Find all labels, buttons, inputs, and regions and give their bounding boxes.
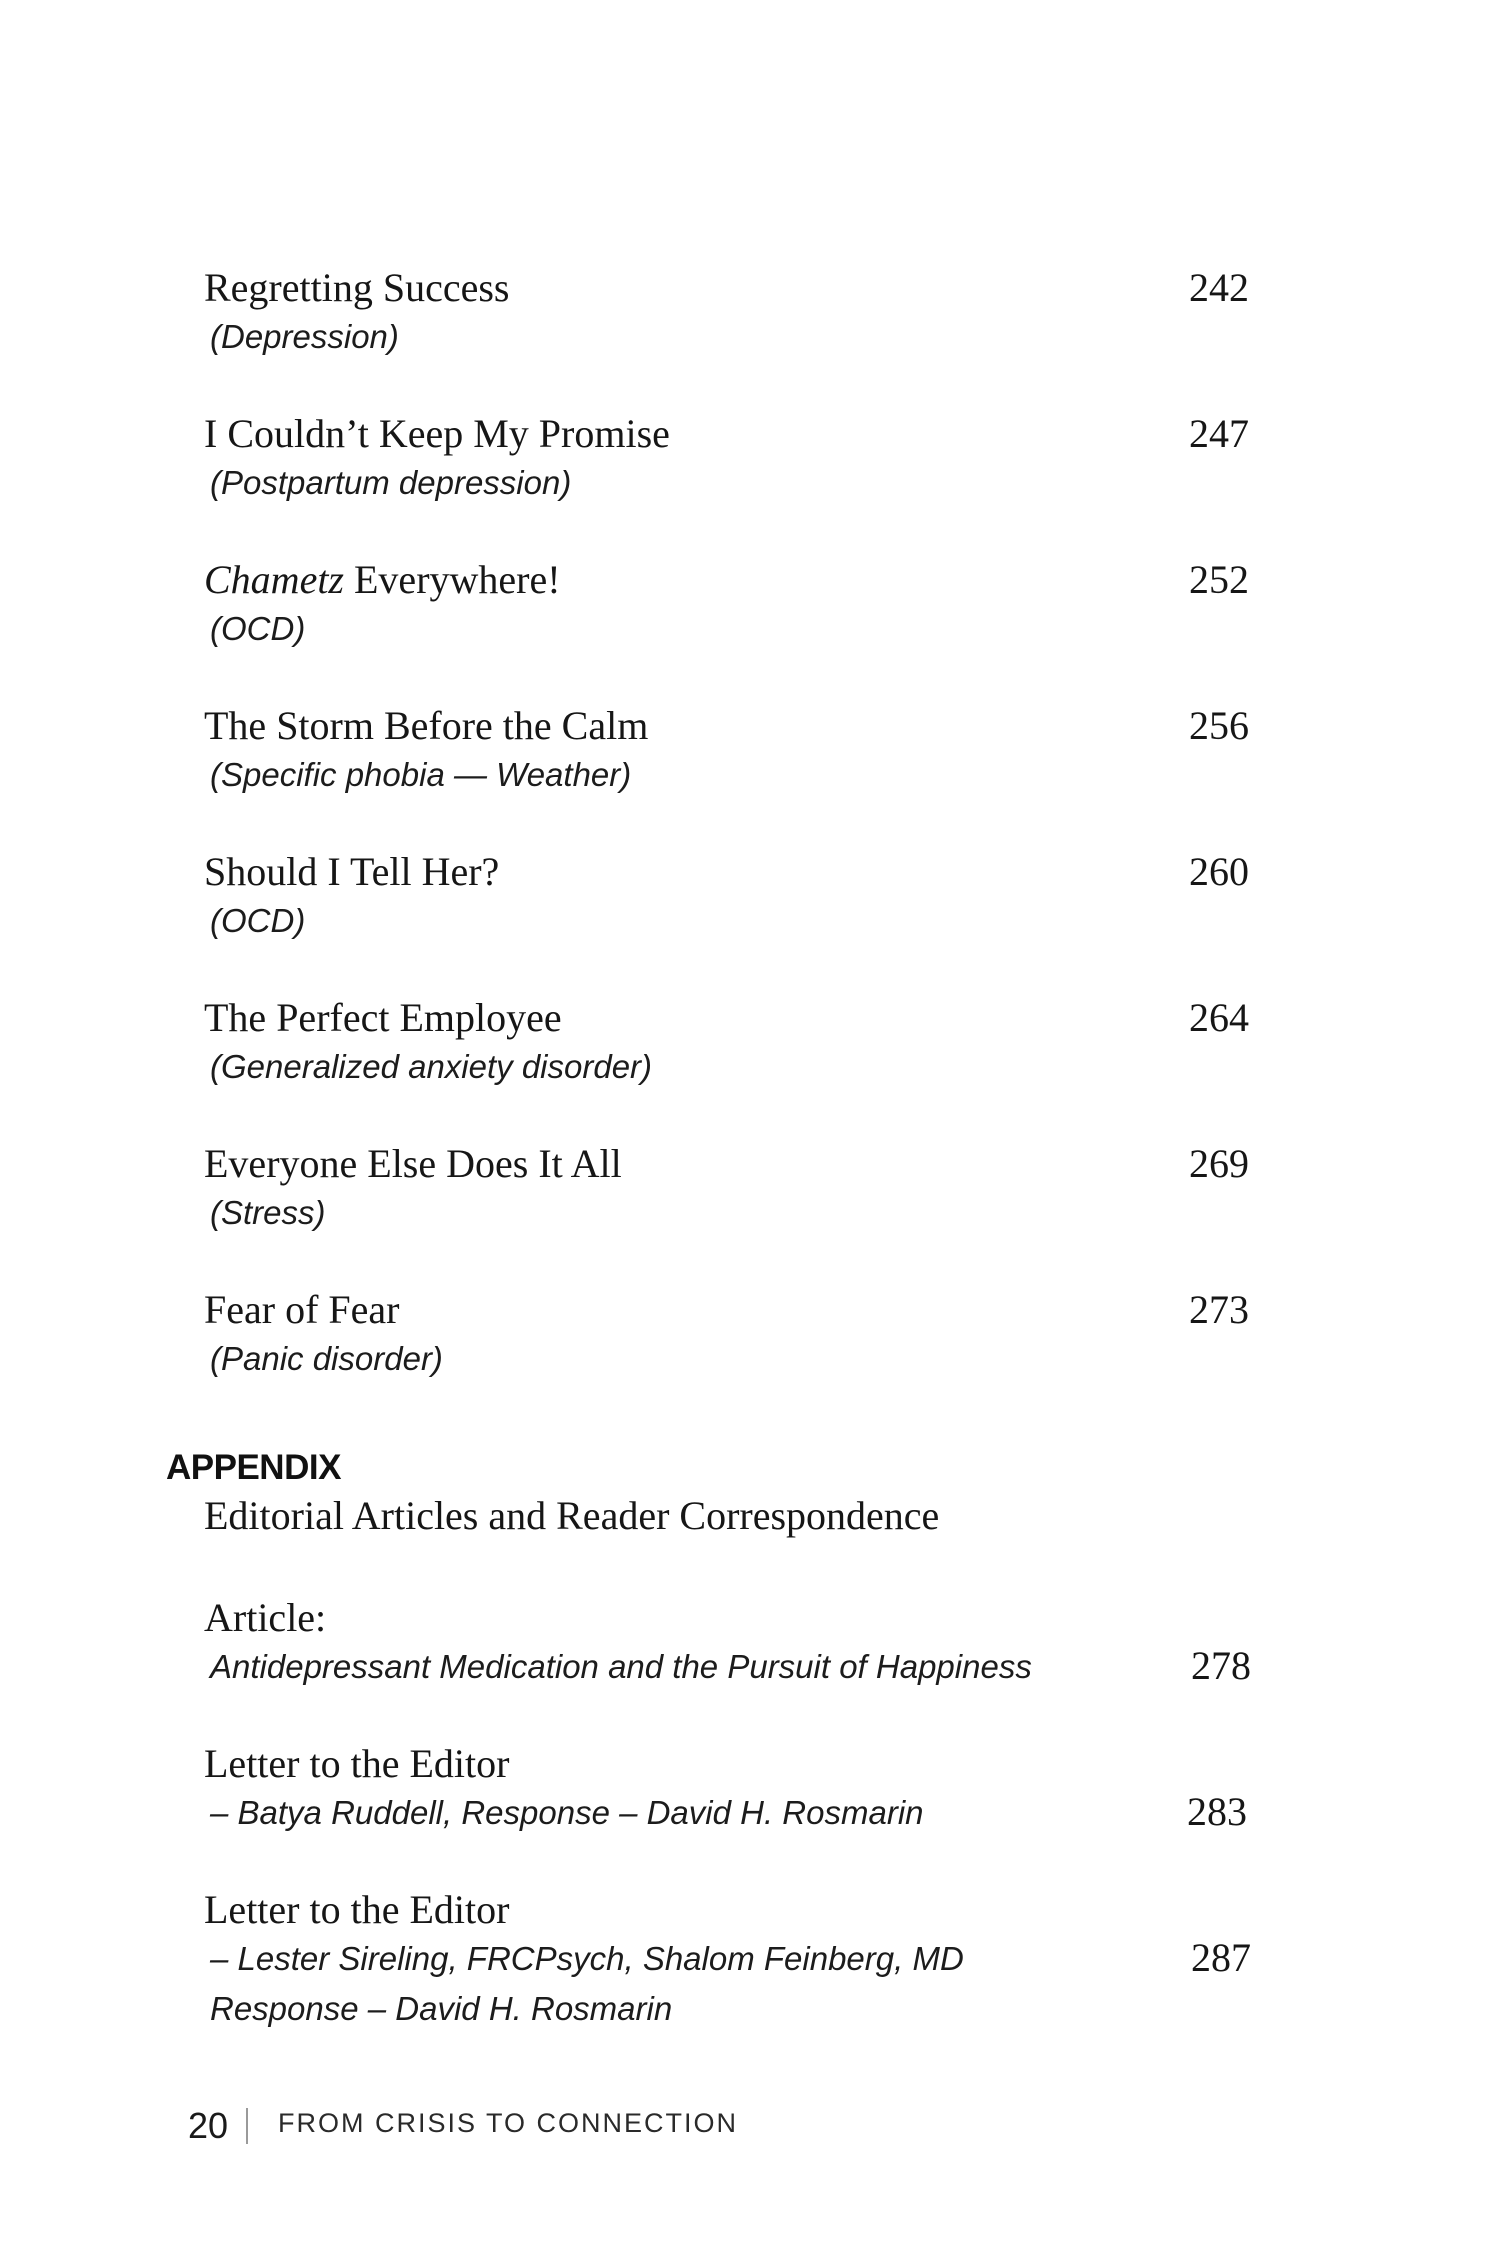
toc-entry-page-number: 247 — [1189, 411, 1249, 456]
appendix-entry-line: – Batya Ruddell, Response – David H. Rosmarin — [210, 1794, 924, 1831]
toc-entry-subtitle: (OCD) — [210, 610, 306, 647]
page-footer — [188, 2100, 888, 2150]
appendix-entry — [204, 1738, 1251, 1888]
toc-entry-page-number: 273 — [1189, 1287, 1249, 1332]
toc-entry-title: Everyone Else Does It All — [204, 1141, 622, 1186]
toc-entry-page-number: 242 — [1189, 265, 1249, 310]
toc-entry-subtitle: (Specific phobia — Weather) — [210, 756, 632, 793]
toc-entry-page-number: 264 — [1189, 995, 1249, 1040]
toc-entry — [204, 262, 1249, 408]
appendix-subheading: Editorial Articles and Reader Correspondence — [204, 1493, 940, 1538]
toc-entry — [204, 1284, 1249, 1430]
appendix-entry-title: Article: — [204, 1595, 327, 1640]
toc-entry-subtitle: (Stress) — [210, 1194, 326, 1231]
toc-entry-subtitle: (Depression) — [210, 318, 399, 355]
toc-entry — [204, 846, 1249, 992]
toc-entry — [204, 554, 1249, 700]
appendix-entry-line: Response – David H. Rosmarin — [210, 1990, 673, 2027]
toc-entry-title: Should I Tell Her? — [204, 849, 500, 894]
toc-entry-subtitle: (OCD) — [210, 902, 306, 939]
appendix-entry-line: – Lester Sireling, FRCPsych, Shalom Feinberg, MD — [210, 1940, 964, 1977]
appendix-entry-title: Letter to the Editor — [204, 1741, 510, 1786]
toc-entry-title: Regretting Success — [204, 265, 510, 310]
appendix-entry-page-number: 283 — [1187, 1789, 1247, 1834]
toc-entry-title-rest: Everywhere! — [344, 557, 561, 602]
appendix-entry-page-number: 278 — [1191, 1643, 1251, 1688]
toc-entry — [204, 992, 1249, 1138]
footer-divider — [246, 2108, 248, 2144]
toc-entry-page-number: 260 — [1189, 849, 1249, 894]
toc-entry-title: Fear of Fear — [204, 1287, 400, 1332]
appendix-heading: APPENDIX — [166, 1448, 341, 1487]
toc-entry — [204, 408, 1249, 554]
toc-entry-subtitle: (Panic disorder) — [210, 1340, 443, 1377]
table-of-contents — [204, 262, 1249, 1430]
toc-entry-title: The Storm Before the Calm — [204, 703, 649, 748]
toc-entry-page-number: 269 — [1189, 1141, 1249, 1186]
appendix-entry-page-number: 287 — [1191, 1935, 1251, 1980]
toc-entry-title — [204, 554, 561, 606]
toc-entry-title: The Perfect Employee — [204, 995, 562, 1040]
toc-entry-subtitle: (Postpartum depression) — [210, 464, 572, 501]
toc-entry — [204, 700, 1249, 846]
toc-entry-title-italic: Chametz — [204, 557, 344, 602]
page-number: 20 — [188, 2105, 229, 2146]
toc-entry-page-number: 252 — [1189, 557, 1249, 602]
toc-entry-title: I Couldn’t Keep My Promise — [204, 411, 670, 456]
toc-entry — [204, 1138, 1249, 1284]
appendix-entry-line: Antidepressant Medication and the Pursuit of Happiness — [210, 1648, 1032, 1685]
appendix-entry — [204, 1592, 1251, 1742]
running-head: FROM CRISIS TO CONNECTION — [278, 2108, 739, 2138]
toc-entry-subtitle: (Generalized anxiety disorder) — [210, 1048, 653, 1085]
appendix-entry — [204, 1884, 1251, 2034]
appendix-entry-title: Letter to the Editor — [204, 1887, 510, 1932]
toc-entry-page-number: 256 — [1189, 703, 1249, 748]
